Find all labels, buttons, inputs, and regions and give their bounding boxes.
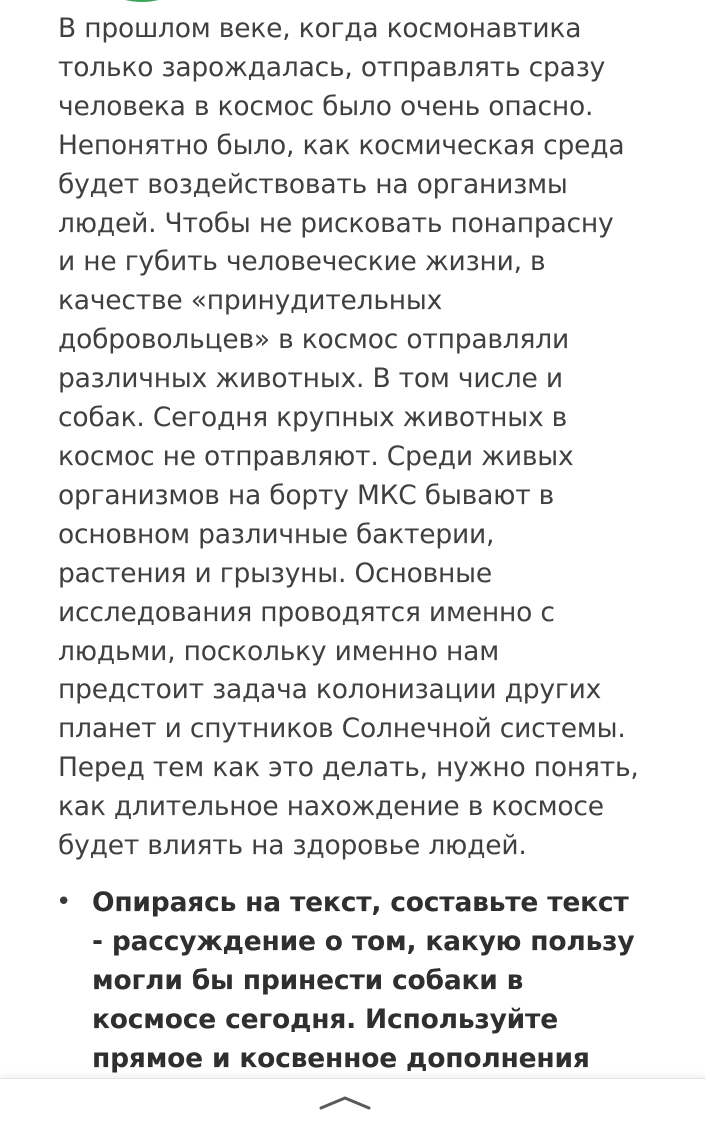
task-list — [0, 883, 706, 1078]
article-line: исследования проводятся именно с — [58, 596, 555, 628]
article-line: качестве «принудительных — [58, 285, 443, 317]
article-line: только зарождалась, отправлять сразу — [58, 51, 606, 83]
article-line: Перед тем как это делать, нужно понять, — [58, 752, 639, 784]
article-line: организмов на борту МКС бывают в — [58, 479, 555, 511]
task-line: Опираясь на текст, составьте текст — [92, 887, 629, 918]
article-line: человека в космос было очень опасно. — [58, 90, 594, 122]
article-paragraph — [58, 10, 698, 866]
green-avatar-badge — [100, 0, 184, 2]
article-line: и не губить человеческие жизни, в — [58, 246, 546, 278]
chevron-up-icon — [317, 1095, 373, 1111]
article-line: будет воздействовать на организмы — [58, 168, 568, 200]
article-line: предстоит задача колонизации других — [58, 674, 602, 706]
article-line: будет влиять на здоровье людей. — [58, 830, 527, 862]
article-line: людей. Чтобы не рисковать понапрасну — [58, 207, 614, 239]
article-line: добровольцев» в космос отправляли — [58, 324, 570, 356]
task-line: - рассуждение о том, какую пользу — [92, 926, 635, 957]
collapse-button[interactable] — [313, 1091, 377, 1115]
article-line: основном различные бактерии, — [58, 518, 495, 550]
task-line: могли бы принести собаки в — [92, 965, 524, 996]
article-line: различных животных. В том числе и — [58, 363, 563, 395]
article-line: В прошлом веке, когда космонавтика — [58, 13, 582, 44]
bottom-toolbar — [0, 1078, 706, 1121]
task-list-item — [0, 883, 706, 1078]
article-line: собак. Сегодня крупных животных в — [58, 402, 568, 434]
article-line: космос не отправляют. Среди живых — [58, 440, 574, 472]
article-line: растения и грызуны. Основные — [58, 557, 493, 589]
bullet-icon: • — [56, 887, 72, 917]
task-line: космосе сегодня. Используйте — [92, 1004, 558, 1035]
article-line: как длительное нахождение в космосе — [58, 791, 604, 823]
article-line: планет и спутников Солнечной системы. — [58, 713, 626, 745]
article-line: людьми, поскольку именно нам — [58, 635, 500, 667]
article-line: Непонятно было, как космическая среда — [58, 129, 625, 161]
task-line: прямое и косвенное дополнения — [92, 1043, 590, 1074]
task-text — [92, 883, 706, 1078]
